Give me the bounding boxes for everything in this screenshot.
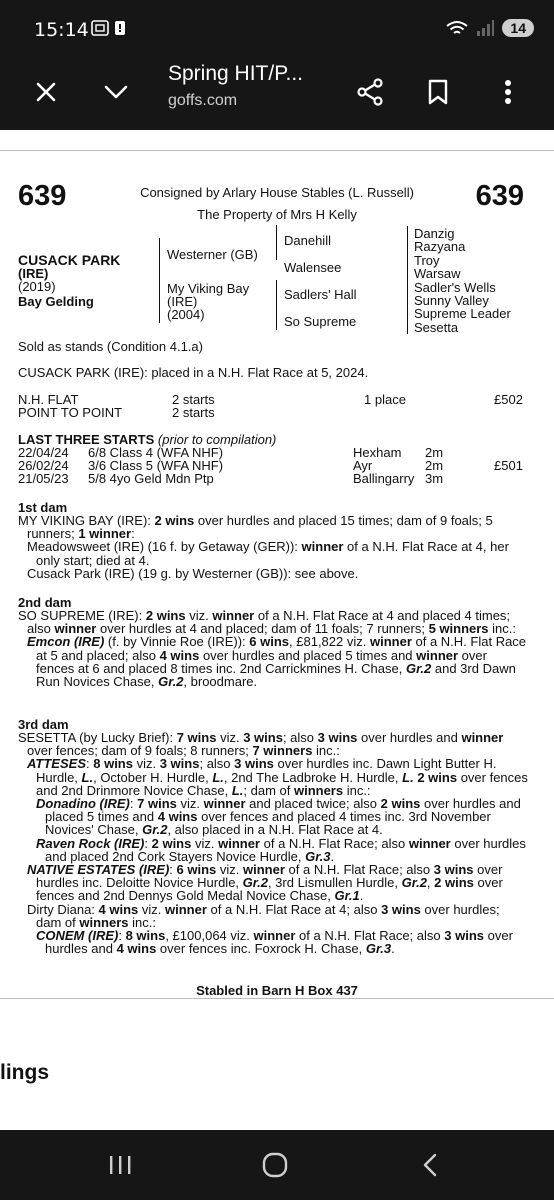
second-dam-emcon: Emcon (IRE) (f. by Vinnie Roe (IRE)): 6 wins, £81,822 viz. winner of a N.H. Flat Race at 5 and placed; also 4 wins over hurdles and placed 5 times and winner over fences at 6 and placed 8 times inc. 2nd Carrickmines H. Chase, Gr.2 and 3rd Dawn Run Novices Chase, Gr.2, broodmare. xyxy=(27,634,527,690)
start-date-1: 22/04/24 xyxy=(18,445,69,460)
second-dam-section xyxy=(18,596,528,688)
start-race-1: 6/8 Class 4 (WFA NHF) xyxy=(88,445,224,460)
chevron-down-icon xyxy=(103,84,129,100)
pedigree-ggs-3: Troy xyxy=(414,252,440,268)
start-course-3: Ballingarry xyxy=(353,471,415,486)
start-date-2: 26/02/24 xyxy=(18,458,69,473)
third-dam-native-estates: NATIVE ESTATES (IRE): 6 wins viz. winner of a N.H. Flat Race; also 3 wins over hurdles inc. Deloitte Novice Hurdle, Gr.2, 3rd Lismullen Hurdle, Gr.2, 2 wins over fences and 2nd Dennys Gold Medal Novice Chase, Gr.1. xyxy=(27,862,503,904)
pedigree-line-2a xyxy=(276,225,277,260)
pedigree-dam-3: (2004) xyxy=(167,307,205,322)
lot-number-left: 639 xyxy=(18,180,67,212)
record-starts-1: 2 starts xyxy=(172,392,215,407)
record-type-2: POINT TO POINT xyxy=(18,405,123,420)
start-dist-2: 2m xyxy=(425,458,444,473)
record-prize-1: £502 xyxy=(494,392,523,407)
recent-apps-icon xyxy=(108,1154,132,1176)
bookmark-icon xyxy=(427,79,449,105)
placed-summary: CUSACK PARK (IRE): placed in a N.H. Flat Race at 5, 2024. xyxy=(18,365,369,380)
expand-button[interactable] xyxy=(94,70,138,114)
pedigree-ggs-2: Razyana xyxy=(414,239,466,255)
wifi-icon xyxy=(446,20,468,36)
third-dam-conem: CONEM (IRE): 8 wins, £100,064 viz. winner of a N.H. Flat Race; also 3 wins over hurdles and 4 wins over fences inc. Foxrock H. Chase, Gr.3. xyxy=(36,928,513,957)
pedigree-dam-2: (IRE) xyxy=(167,294,198,309)
pedigree-line-3 xyxy=(407,226,408,334)
bottom-divider xyxy=(0,998,554,999)
horse-type: Bay Gelding xyxy=(18,294,94,309)
page-below xyxy=(0,1025,554,1130)
pedigree-gs-2: Walensee xyxy=(284,260,342,275)
more-vert-icon xyxy=(504,79,512,105)
home-icon xyxy=(262,1152,288,1178)
status-bar xyxy=(0,0,554,58)
consigned-by: Consigned by Arlary House Stables (L. Russell) xyxy=(140,185,414,200)
pedigree-dam-1: My Viking Bay xyxy=(167,281,250,296)
pedigree-gs-1: Danehill xyxy=(284,233,331,248)
property-of: The Property of Mrs H Kelly xyxy=(197,207,357,222)
browser-toolbar xyxy=(0,58,554,130)
battery-badge: 14 xyxy=(502,19,534,37)
pedigree-ggs-4: Warsaw xyxy=(414,266,461,282)
status-right xyxy=(446,19,534,37)
pedigree-ggs-6: Sunny Valley xyxy=(414,293,489,309)
stabled-info: Stabled in Barn H Box 437 xyxy=(196,983,358,998)
first-dam-heading: 1st dam xyxy=(18,500,68,515)
second-dam-heading: 2nd dam xyxy=(18,595,72,610)
recent-apps-button[interactable] xyxy=(100,1147,140,1183)
lot-number-right: 639 xyxy=(475,180,524,212)
third-dam-raven-rock: Raven Rock (IRE): 2 wins viz. winner of a N.H. Flat Race; also winner over hurdles and placed 2nd Cork Stayers Novice Hurdle, Gr.3. xyxy=(36,835,526,864)
third-dam-dirty-diana: Dirty Diana: 4 wins viz. winner of a N.H. Flat Race at 4; also 3 wins over hurdles; dam of winners inc.: xyxy=(27,901,500,930)
start-dist-1: 2m xyxy=(425,445,444,460)
pedigree-ggs-7: Supreme Leader xyxy=(414,306,511,322)
start-dist-3: 3m xyxy=(425,471,444,486)
horse-country: (IRE) xyxy=(18,266,49,281)
pedigree-line-2b xyxy=(276,280,277,330)
pedigree-ggs-1: Danzig xyxy=(414,226,455,241)
third-dam-atteses: ATTESES: 8 wins viz. 3 wins; also 3 wins over hurdles inc. Dawn Light Butter H. Hurdle, L., October H. Hurdle, L., 2nd The Ladbroke H. Hurdle, L. 2 wins over fences and 2nd Drinmore Novice Chase, L.; dam of winners inc.: xyxy=(27,756,528,798)
close-button[interactable] xyxy=(24,70,68,114)
last-three-title: LAST THREE STARTS xyxy=(18,432,155,447)
record-starts-2: 2 starts xyxy=(172,405,215,420)
home-button[interactable] xyxy=(255,1147,295,1183)
start-race-2: 3/6 Class 5 (WFA NHF) xyxy=(88,458,224,473)
share-icon xyxy=(356,78,384,106)
close-icon xyxy=(35,81,57,103)
status-icons xyxy=(91,20,127,41)
more-button[interactable] xyxy=(486,70,530,114)
second-dam-text: SO SUPREME (IRE): 2 wins viz. winner of a N.H. Flat Race at 4 and placed 4 times; also winner over hurdles at 4 and placed; dam of 11 foals; 7 runners; 5 winners inc.: xyxy=(18,608,516,637)
screenshot-icon xyxy=(91,20,109,36)
notification-icon xyxy=(113,20,127,36)
third-dam-text: SESETTA (by Lucky Brief): 7 wins viz. 3 wins; also 3 wins over hurdles and winner over fences; dam of 9 foals; 8 runners; 7 winners inc.: xyxy=(18,730,504,759)
pedigree-line-1 xyxy=(159,238,160,323)
third-dam-heading: 3rd dam xyxy=(18,717,69,732)
pedigree-ggs-5: Sadler's Wells xyxy=(414,279,496,295)
start-date-3: 21/05/23 xyxy=(18,471,69,486)
start-race-3: 5/8 4yo Geld Mdn Ptp xyxy=(88,471,214,486)
first-dam-text: MY VIKING BAY (IRE): 2 wins over hurdles and placed 15 times; dam of 9 foals; 5 runners; 1 winner: xyxy=(18,513,493,542)
back-button[interactable] xyxy=(410,1147,450,1183)
signal-icon xyxy=(476,20,494,36)
start-course-1: Hexham xyxy=(353,445,402,460)
bookmark-button[interactable] xyxy=(416,70,460,114)
page-url: goffs.com xyxy=(168,92,238,109)
record-places-1: 1 place xyxy=(364,392,406,407)
android-nav-bar xyxy=(0,1130,554,1200)
first-dam-foal-1: Meadowsweet (IRE) (16 f. by Getaway (GER)): winner of a N.H. Flat Race at 4, her only start; died at 4. xyxy=(27,539,509,568)
back-icon xyxy=(422,1153,438,1177)
share-button[interactable] xyxy=(348,70,392,114)
pedigree-gs-4: So Supreme xyxy=(284,314,357,329)
start-prize-2: £501 xyxy=(494,458,523,473)
horse-name: CUSACK PARK xyxy=(18,252,121,268)
first-dam-foal-2: Cusack Park (IRE) (19 g. by Westerner (GB)): see above. xyxy=(27,565,359,581)
page-title: Spring HIT/P... xyxy=(168,62,304,85)
third-dam-donadino: Donadino (IRE): 7 wins viz. winner and placed twice; also 2 wins over hurdles and placed 5 times and 4 wins over fences and placed 4 times inc. 3rd November Novices' Chase, Gr.2, also placed in a N.H. Flat Race at 4. xyxy=(36,796,521,838)
sold-condition: Sold as stands (Condition 4.1.a) xyxy=(18,339,203,354)
next-section-title: lings xyxy=(0,1061,50,1084)
top-divider xyxy=(0,150,554,151)
last-three-sub: (prior to compilation) xyxy=(157,432,277,447)
pedigree-ggs xyxy=(414,227,511,334)
catalogue-page[interactable] xyxy=(0,130,554,1025)
record-type-1: N.H. FLAT xyxy=(18,392,79,407)
horse-year: (2019) xyxy=(18,279,56,294)
pedigree-ggs-8: Sesetta xyxy=(414,319,459,335)
pedigree-gs-3: Sadlers' Hall xyxy=(284,287,357,302)
first-dam-section xyxy=(18,501,528,580)
pedigree-sire: Westerner (GB) xyxy=(167,247,258,262)
start-course-2: Ayr xyxy=(353,458,373,473)
status-time: 15:14 xyxy=(34,19,89,41)
third-dam-section xyxy=(18,718,528,955)
